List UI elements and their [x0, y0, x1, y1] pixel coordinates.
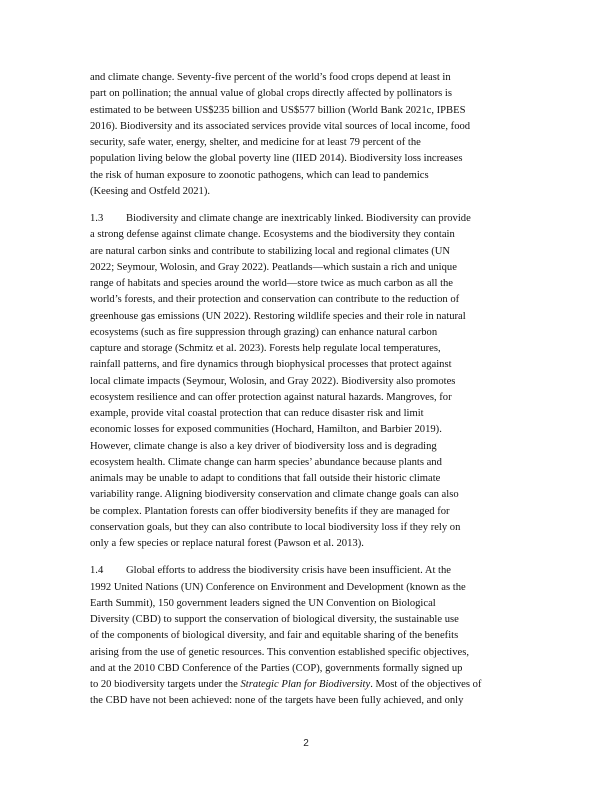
line-text: to 20 biodiversity targets under the — [90, 679, 241, 690]
paragraph — [90, 211, 526, 552]
line-text: and climate change. Seventy-five percent of the world’s food crops depend at least in — [90, 72, 451, 83]
page-number: 2 — [303, 738, 309, 749]
text-line — [90, 422, 526, 438]
text-line — [90, 563, 526, 579]
text-line — [90, 103, 526, 119]
line-text: Diversity (CBD) to support the conservation of biological diversity, the sustainable use — [90, 614, 459, 625]
text-line — [90, 341, 526, 357]
text-line — [90, 244, 526, 260]
line-text: security, safe water, energy, shelter, and medicine for at least 79 percent of the — [90, 137, 421, 148]
text-line — [90, 677, 526, 693]
paragraph-number: 1.3 — [90, 213, 104, 224]
text-line — [90, 168, 526, 184]
line-text: are natural carbon sinks and contribute to stabilizing local and regional climates (UN — [90, 245, 451, 257]
line-text: variability range. Aligning biodiversity conservation and climate change goals can also — [90, 489, 459, 501]
line-text: animals may be unable to adapt to conditions that fall outside their historic climate — [90, 473, 441, 484]
line-text: 1992 United Nations (UN) Conference on Environment and Development (known as the — [90, 581, 466, 593]
line-text: the CBD have not been achieved: none of the targets have been fully achieved, and only — [90, 695, 464, 707]
paragraph-number: 1.4 — [90, 565, 104, 577]
line-text: of the components of biological diversity, and fair and equitable sharing of the benefits — [90, 630, 459, 642]
text-line — [90, 471, 526, 487]
text-line — [90, 260, 526, 276]
line-text: Earth Summit), 150 government leaders signed the UN Convention on Biological — [90, 597, 436, 609]
text-line — [90, 211, 526, 227]
line-text: conservation goals, but they can also contribute to local biodiversity loss if they rely on — [90, 521, 461, 533]
text-line — [90, 645, 526, 661]
text-line — [90, 504, 526, 520]
line-text: and at the 2010 CBD Conference of the Parties (COP), governments formally signed up — [90, 662, 463, 674]
text-line — [90, 119, 526, 135]
text-line — [90, 390, 526, 406]
line-text: range of habitats and species around the world—store twice as much carbon as all the — [90, 278, 454, 289]
text-line — [90, 628, 526, 644]
line-text: However, climate change is also a key driver of biodiversity loss and is degrading — [90, 440, 437, 452]
line-text: 2016). Biodiversity and its associated services provide vital sources of local income, food — [90, 120, 471, 132]
text-line — [90, 439, 526, 455]
text-line — [90, 309, 526, 325]
line-text: world’s forests, and their protection and conservation can contribute to the reduction of — [90, 294, 460, 306]
text-line — [90, 151, 526, 167]
text-line — [90, 612, 526, 628]
text-line — [90, 135, 526, 151]
line-text: ecosystems (such as fire suppression through grazing) can enhance natural carbon — [90, 326, 438, 338]
line-text: economic losses for exposed communities (Hochard, Hamilton, and Barbier 2019). — [90, 424, 442, 436]
line-text: greenhouse gas emissions (UN 2022). Restoring wildlife species and their role in natural — [90, 310, 466, 322]
text-line — [90, 455, 526, 471]
text-line — [90, 661, 526, 677]
text-line — [90, 86, 526, 102]
paragraph — [90, 563, 526, 709]
line-text: capture and storage (Schmitz et al. 2023). Forests help regulate local temperatures, — [90, 343, 441, 354]
line-text: only a few species or replace natural forest (Pawson et al. 2013). — [90, 538, 364, 549]
body-text — [90, 70, 526, 721]
line-text: estimated to be between US$235 billion and US$577 billion (World Bank 2021c, IPBES — [90, 104, 466, 116]
line-text: rainfall patterns, and fire dynamics through biophysical processes that protect against — [90, 359, 452, 371]
text-line — [90, 374, 526, 390]
line-text: ecosystem health. Climate change can harm species’ abundance because plants and — [90, 456, 442, 468]
text-line — [90, 580, 526, 596]
line-text: the risk of human exposure to zoonotic pathogens, which can lead to pandemics — [90, 169, 429, 181]
line-text: example, provide vital coastal protection that can reduce disaster risk and limit — [90, 408, 424, 419]
text-line — [90, 596, 526, 612]
text-line — [90, 357, 526, 373]
text-line — [90, 227, 526, 243]
text-line — [90, 406, 526, 422]
line-text: population living below the global poverty line (IIED 2014). Biodiversity loss increases — [90, 153, 463, 165]
text-line — [90, 184, 526, 200]
line-text: part on pollination; the annual value of global crops directly affected by pollinators is — [90, 88, 452, 100]
line-text: arising from the use of genetic resources. This convention established specific objectives, — [90, 646, 470, 658]
text-line — [90, 536, 526, 552]
text-line — [90, 693, 526, 709]
text-line — [90, 487, 526, 503]
line-text: (Keesing and Ostfeld 2021). — [90, 185, 211, 197]
text-line — [90, 325, 526, 341]
paragraph — [90, 70, 526, 200]
line-text: ecosystem resilience and can offer protection against natural hazards. Mangroves, for — [90, 391, 452, 403]
line-text: be complex. Plantation forests can offer biodiversity benefits if they are managed for — [90, 505, 450, 517]
line-text: Biodiversity and climate change are inextricably linked. Biodiversity can provide — [126, 213, 471, 224]
italic-title: Strategic Plan for Biodiversity — [240, 679, 371, 690]
text-line — [90, 276, 526, 292]
line-text: 2022; Seymour, Wolosin, and Gray 2022). Peatlands—which sustain a rich and unique — [90, 261, 457, 273]
text-line — [90, 520, 526, 536]
text-line — [90, 70, 526, 86]
line-text-continued: . Most of the objectives of — [370, 679, 482, 690]
line-text: a strong defense against climate change. Ecosystems and the biodiversity they contain — [90, 229, 455, 241]
line-text: local climate impacts (Seymour, Wolosin, and Gray 2022). Biodiversity also promotes — [90, 375, 456, 387]
text-line — [90, 292, 526, 308]
line-text: Global efforts to address the biodiversity crisis have been insufficient. At the — [126, 565, 451, 577]
